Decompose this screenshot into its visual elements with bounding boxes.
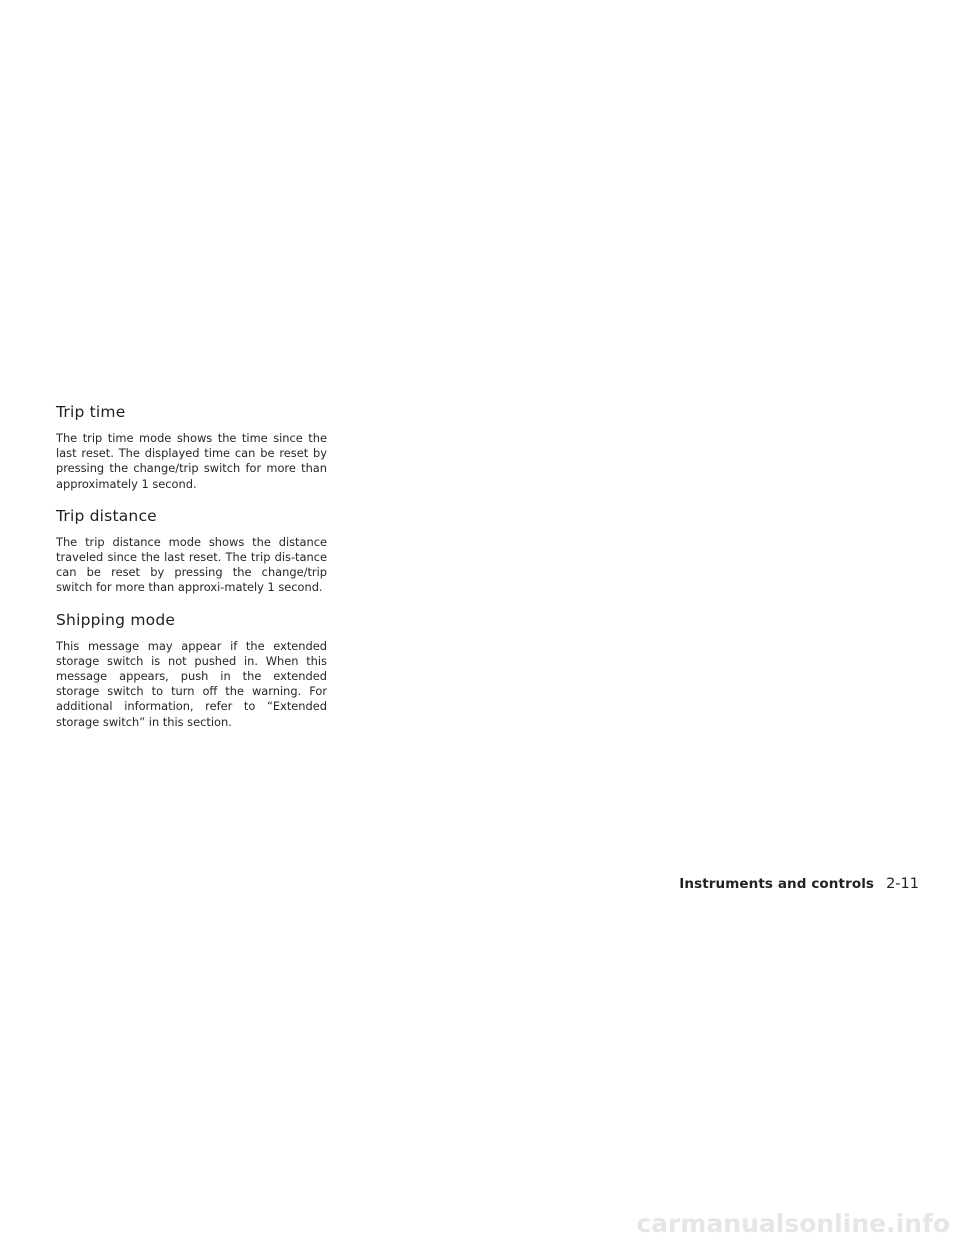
section-trip-distance [56,505,327,596]
watermark: carmanualsonline.info [636,1209,950,1238]
page-footer [679,876,919,892]
page-number: 2-11 [886,876,919,892]
footer-section-name: Instruments and controls [679,876,875,892]
section-body-trip-distance: The trip distance mode shows the distance traveled since the last reset. The trip dis-tance can be reset by pressing the change/trip switch for more than approxi-mately 1 second. [56,534,327,595]
section-body-shipping-mode: This message may appear if the extended storage switch is not pushed in. When this message appears, push in the extended storage switch to turn off the warning. For additional information, refer to “Extended storage switch” in this section. [56,638,327,729]
section-body-trip-time: The trip time mode shows the time since the last reset. The displayed time can be reset by pressing the change/trip switch for more than approximately 1 second. [56,431,327,491]
section-trip-time [56,401,327,492]
section-title-shipping-mode: Shipping mode [56,610,176,629]
section-title-trip-distance: Trip distance [56,506,157,525]
section-shipping-mode [56,609,327,730]
section-title-trip-time: Trip time [56,403,126,421]
text-column [56,401,327,730]
